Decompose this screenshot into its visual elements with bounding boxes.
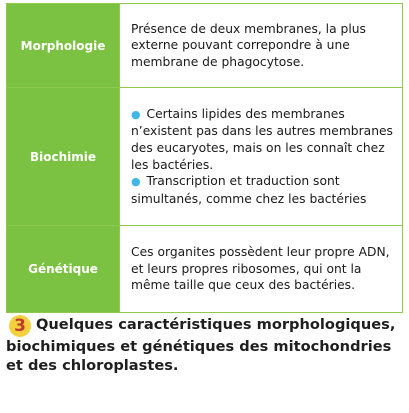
figure-number-badge: 3 [9, 315, 31, 337]
bullet-icon: ● [131, 107, 141, 121]
bullet-item [131, 106, 394, 173]
characteristics-table [6, 3, 403, 313]
row-description: Présence de deux membranes, la plus externe pouvant correpondre à une membrane de phagocytose. [120, 4, 403, 88]
bullet-item [131, 173, 394, 207]
row-description: Ces organites possèdent leur propre ADN, et leurs propres ribosomes, qui ont la même taille que ceux des bactéries. [120, 226, 403, 313]
table-row-genetique [7, 226, 403, 313]
row-description [120, 88, 403, 226]
bullet-text: Certains lipides des membranes n’existent pas dans les autres membranes des eucaryotes, mais on les connaît chez les bactéries. [131, 106, 393, 172]
bullet-text: Transcription et traduction sont simultanés, comme chez les bactéries [131, 174, 367, 206]
table-row-morphologie [7, 4, 403, 88]
row-label: Biochimie [7, 88, 120, 226]
caption-text: Quelques caractéristiques morphologiques, biochimiques et génétiques des mitochondries et des chloroplastes. [6, 316, 396, 375]
table-row-biochimie [7, 88, 403, 226]
row-label: Morphologie [7, 4, 120, 88]
row-label: Génétique [7, 226, 120, 313]
bullet-icon: ● [131, 175, 141, 189]
figure-caption [6, 315, 406, 376]
